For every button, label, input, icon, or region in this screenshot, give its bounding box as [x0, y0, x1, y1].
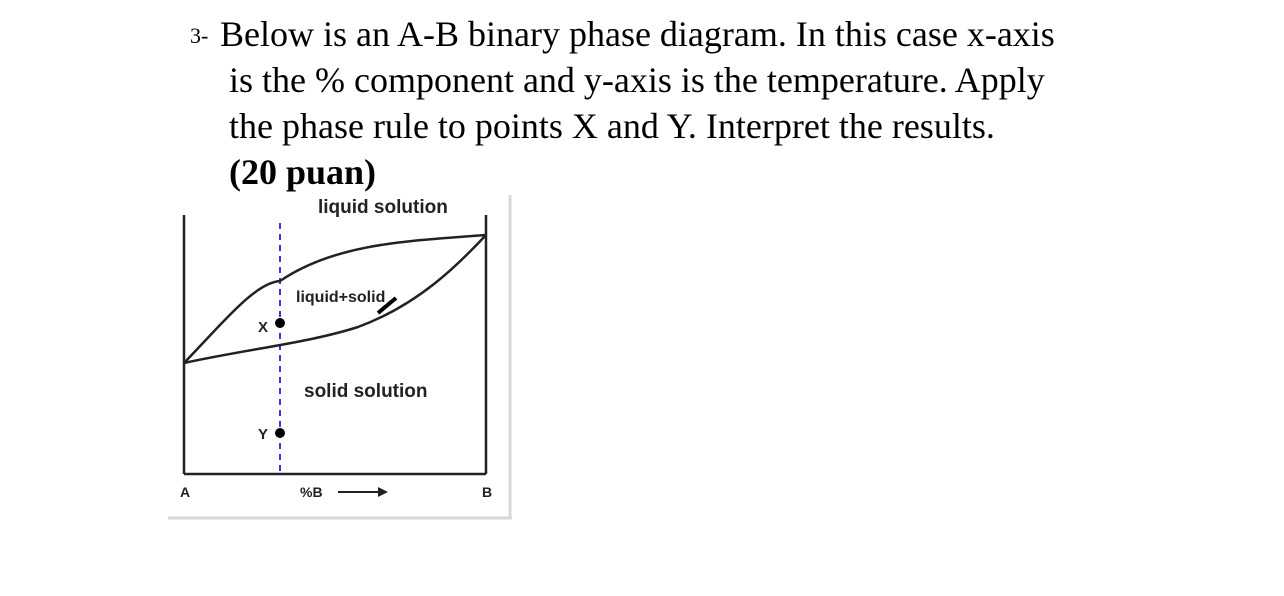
label-liquid-solution: liquid solution [318, 197, 448, 218]
point-y-marker [275, 428, 285, 438]
point-y-label: Y [258, 426, 269, 443]
question-line-2: is the % component and y-axis is the temperature. Apply [229, 60, 1045, 100]
question-points: (20 puan) [229, 152, 377, 192]
point-x-marker [275, 318, 285, 328]
label-solid-solution: solid solution [304, 381, 428, 402]
component-b-label: B [482, 484, 493, 500]
question-text-block [0, 0, 1284, 200]
question-number: 3- [190, 23, 209, 48]
composition-axis-label: %B [300, 484, 323, 500]
phase-diagram-figure [168, 193, 514, 520]
question-line-3: the phase rule to points X and Y. Interpret the results. [229, 106, 995, 146]
label-liquid-solid: liquid+solid [296, 289, 386, 306]
point-x-label: X [258, 319, 269, 336]
component-a-label: A [180, 484, 191, 500]
phase-diagram-svg [168, 193, 514, 520]
question-line-1: Below is an A-B binary phase diagram. In this case x-axis [220, 14, 1055, 54]
composition-arrow-icon [378, 487, 388, 497]
